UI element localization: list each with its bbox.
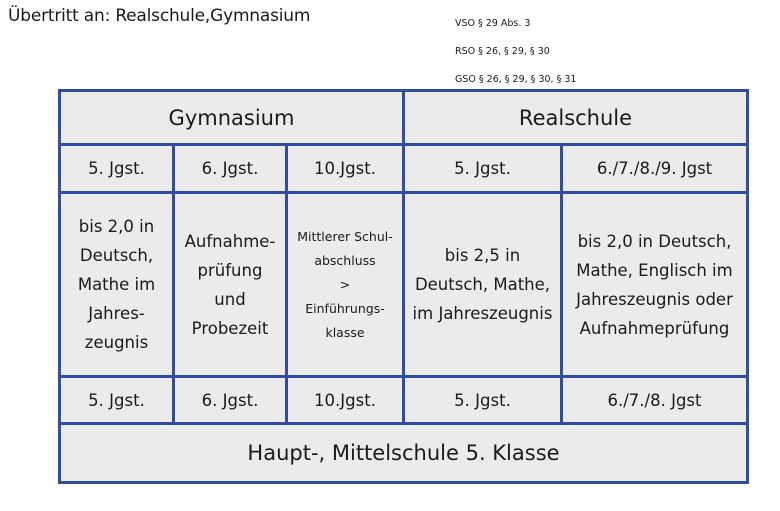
legal-references [455, 10, 576, 94]
requirement-rs-5: bis 2,5 in Deutsch, Mathe, im Jahreszeugnis [405, 194, 560, 375]
reference-vso: VSO § 29 Abs. 3 [455, 18, 531, 29]
requirement-gym-5: bis 2,0 in Deutsch, Mathe im Jahres- zeugnis [61, 194, 172, 375]
bottom-grade-gym-10: 10.Jgst. [288, 378, 402, 422]
top-grade-gym-10: 10.Jgst. [288, 146, 402, 191]
top-grade-rs-5: 5. Jgst. [405, 146, 560, 191]
realschule-header: Realschule [405, 92, 746, 143]
top-grade-gym-5: 5. Jgst. [61, 146, 172, 191]
requirement-rs-6-9: bis 2,0 in Deutsch, Mathe, Englisch im Jahreszeugnis oder Aufnahmeprüfung [563, 194, 746, 375]
origin-school-footer: Haupt-, Mittelschule 5. Klasse [61, 425, 746, 481]
bottom-grade-gym-6: 6. Jgst. [175, 378, 285, 422]
reference-gso: GSO § 26, § 29, § 30, § 31 [455, 74, 577, 85]
top-grade-rs-6-9: 6./7./8./9. Jgst [563, 146, 746, 191]
bottom-grade-rs-5: 5. Jgst. [405, 378, 560, 422]
gymnasium-header: Gymnasium [61, 92, 402, 143]
bottom-grade-gym-5: 5. Jgst. [61, 378, 172, 422]
reference-rso: RSO § 26, § 29, § 30 [455, 46, 550, 57]
transfer-table [58, 89, 749, 484]
bottom-grade-rs-6-8: 6./7./8. Jgst [563, 378, 746, 422]
top-grade-gym-6: 6. Jgst. [175, 146, 285, 191]
requirement-gym-6: Aufnahme- prüfung und Probezeit [175, 194, 285, 375]
requirement-gym-10: Mittlerer Schul- abschluss > Einführungs- klasse [288, 194, 402, 375]
page-title: Übertritt an: Realschule,Gymnasium [8, 6, 311, 26]
